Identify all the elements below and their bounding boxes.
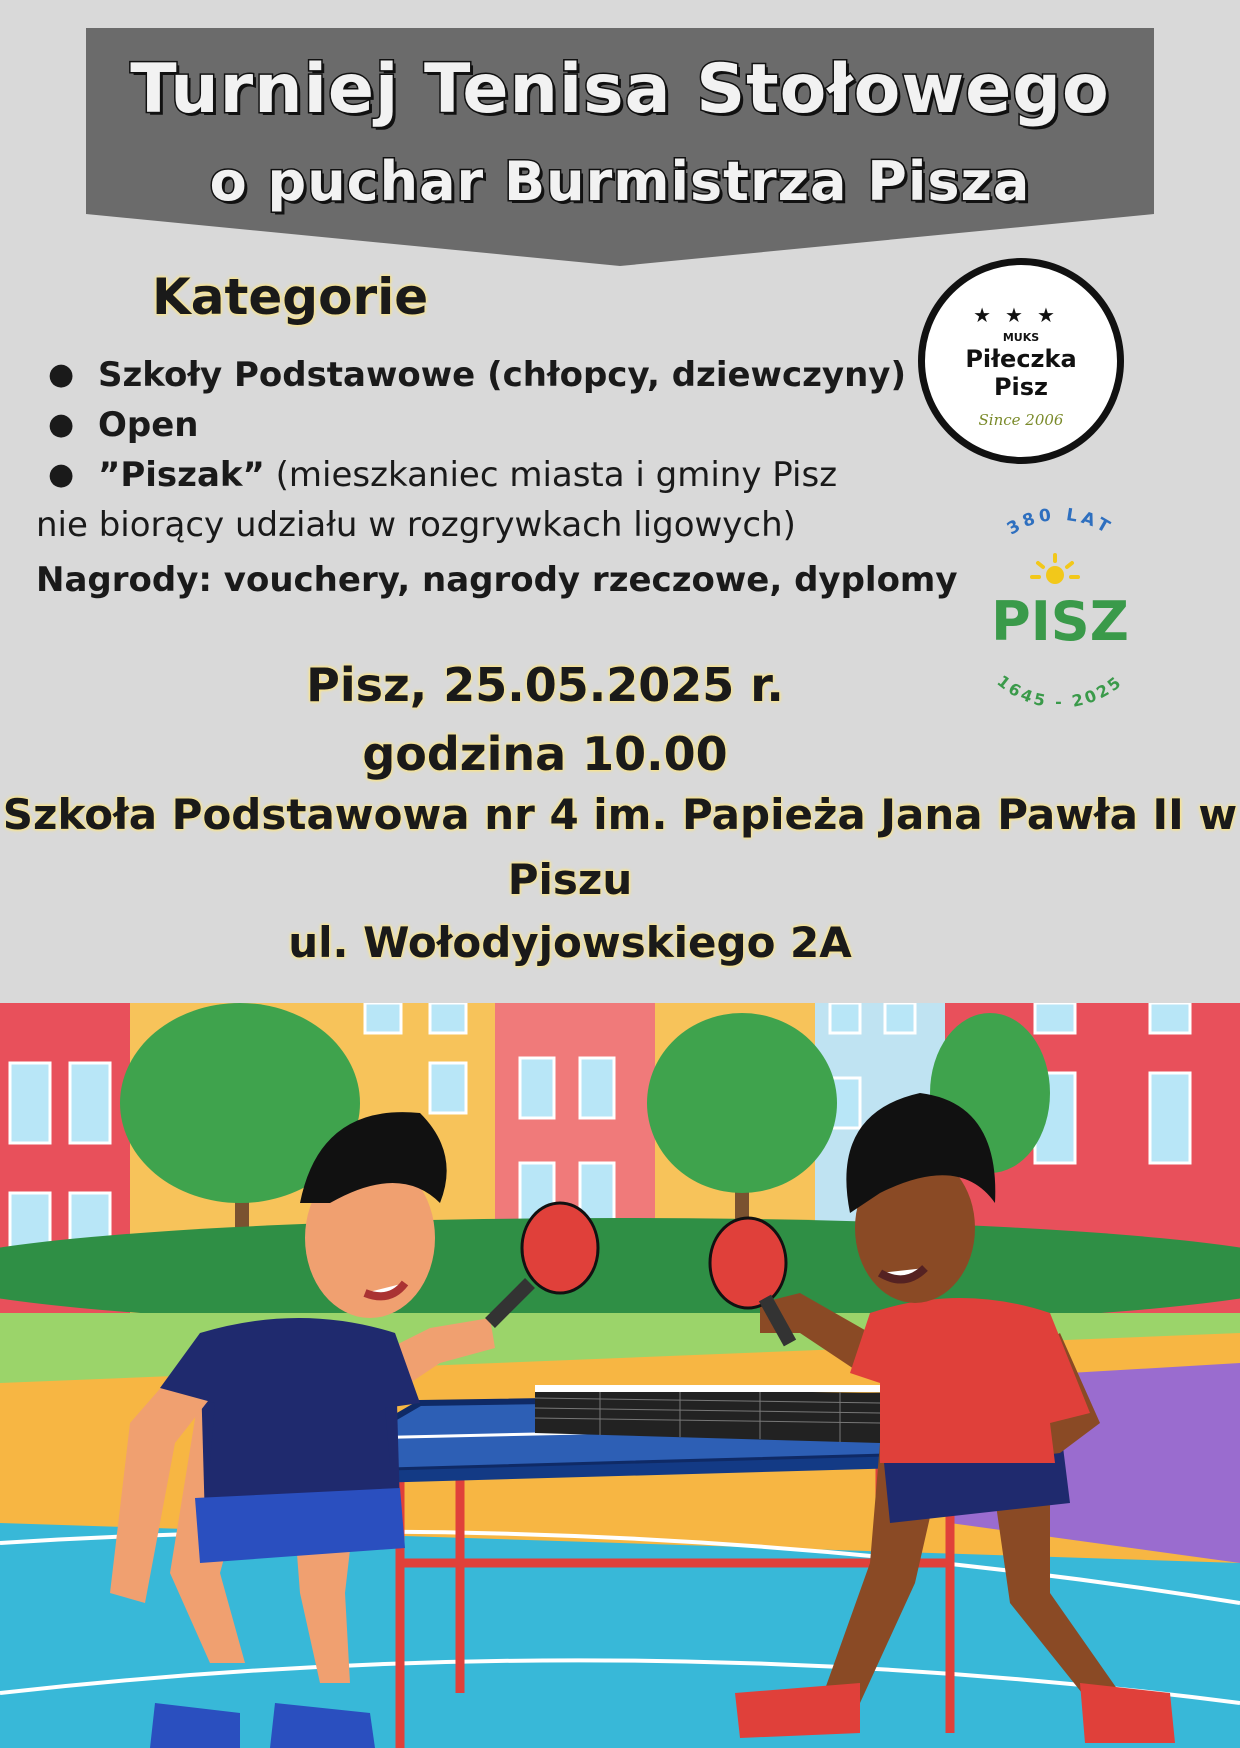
venue-line-2: Piszu bbox=[507, 855, 633, 904]
categories-list bbox=[40, 350, 906, 500]
years-text: 1645 - 2025 bbox=[993, 671, 1127, 712]
event-title: Turniej Tenisa Stołowego bbox=[130, 50, 1110, 129]
event-subtitle: o puchar Burmistrza Pisza bbox=[209, 150, 1031, 213]
venue-address: ul. Wołodyjowskiego 2A bbox=[288, 918, 852, 967]
list-item bbox=[40, 450, 906, 500]
club-name-line-2: Pisz bbox=[993, 373, 1049, 401]
stars-icon: ★★★ bbox=[973, 303, 1069, 327]
svg-text:1645 - 2025 bbox=[994, 671, 1127, 711]
bullet-icon: ● bbox=[48, 357, 75, 392]
bullet-icon: ● bbox=[48, 407, 75, 442]
table-tennis-illustration bbox=[0, 1003, 1240, 1748]
anniversary-text: 380 LAT bbox=[1003, 505, 1117, 540]
club-since: Since 2006 bbox=[978, 411, 1064, 429]
venue-line-1: Szkoła Podstawowa nr 4 im. Papieża Jana Pawła II w bbox=[2, 790, 1238, 839]
event-hour: godzina 10.00 bbox=[362, 727, 728, 781]
category-label: Open bbox=[98, 405, 199, 445]
net bbox=[535, 1385, 880, 1443]
prizes-text: Nagrody: vouchery, nagrody rzeczowe, dyplomy bbox=[36, 560, 958, 600]
list-item bbox=[40, 400, 906, 450]
list-item bbox=[40, 350, 906, 400]
club-name-line-1: Piłeczka bbox=[965, 345, 1077, 373]
sun-icon bbox=[1032, 555, 1078, 584]
title-banner bbox=[0, 0, 1240, 270]
category-description: (mieszkaniec miasta i gminy Pisz bbox=[264, 455, 838, 495]
category-description-continued: nie biorący udziału w rozgrywkach ligowych) bbox=[36, 505, 796, 545]
category-label: ”Piszak” bbox=[98, 455, 265, 495]
categories-heading: Kategorie bbox=[152, 268, 429, 326]
bullet-icon: ● bbox=[48, 457, 75, 492]
city-name: PISZ bbox=[991, 590, 1129, 653]
city-anniversary-logo bbox=[960, 505, 1160, 735]
category-label: Szkoły Podstawowe (chłopcy, dziewczyny) bbox=[98, 355, 906, 395]
svg-text:380 LAT bbox=[1004, 505, 1117, 539]
event-date: Pisz, 25.05.2025 r. bbox=[306, 658, 784, 712]
club-logo bbox=[918, 258, 1124, 464]
club-prefix: MUKS bbox=[1002, 331, 1040, 344]
